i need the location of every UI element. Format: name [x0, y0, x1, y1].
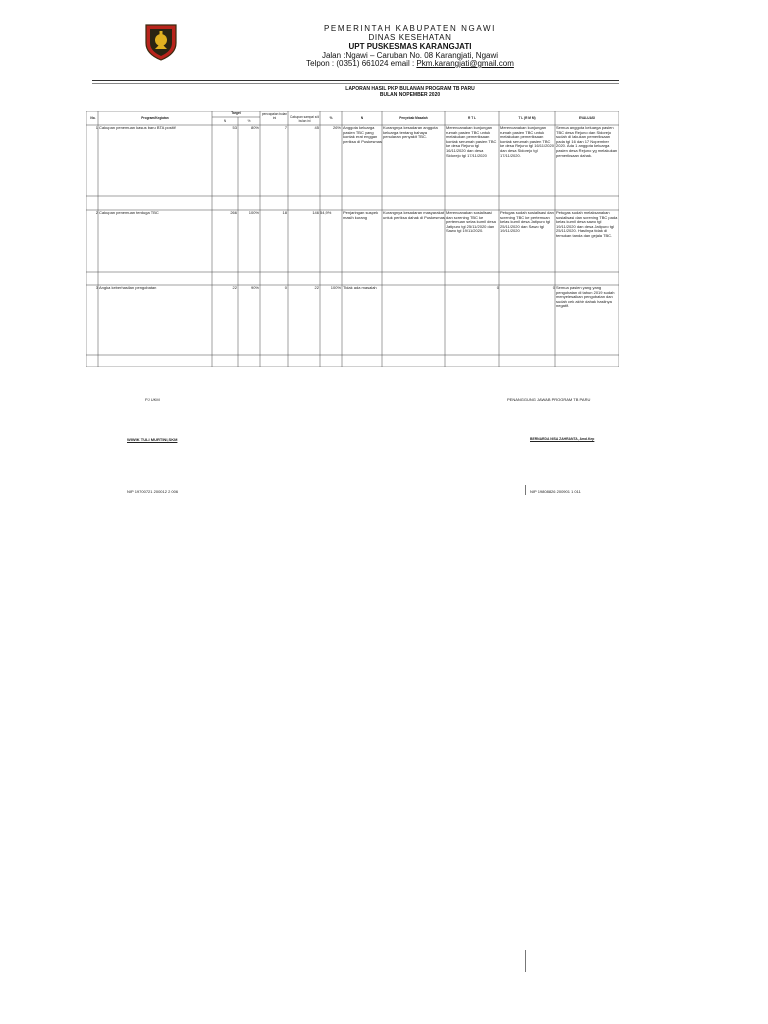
table-row-program: Cakupan penemuan kasus baru BTA positif: [99, 126, 176, 130]
table-row-pencapaian: 18: [282, 211, 287, 215]
header-pct: %: [329, 116, 333, 120]
ngawi-emblem-logo: [143, 23, 179, 61]
header-n: N: [360, 116, 364, 120]
letterhead-address: Jalan :Ngawi – Caruban No. 08 Karangjati, Ngawi: [321, 51, 499, 60]
signature-left-role: PJ UKM: [145, 397, 160, 402]
signature-left-name: WIWIK TULI MURTINI,SKM: [127, 437, 178, 442]
letterhead-department: DINAS KESEHATAN: [368, 33, 452, 42]
page-edge-mark: [525, 950, 526, 972]
table-row-cakupan: 146: [312, 211, 319, 215]
table-row-no: 3: [95, 286, 98, 290]
signature-right-role: PENANGGUNG JAWAB PROGRAM TB PARU: [507, 397, 591, 402]
table-row-target-n: 266: [230, 211, 237, 215]
table-row-pct: 26%: [332, 126, 341, 130]
table-row-rtl: Merencanakan sosialisasi dan screning TBC ke pertemuan selas kumil desa Jatipuro tgl 25/11/2020 dan Sawo tgl 19/11/2020.: [446, 211, 496, 234]
letterhead-divider: [92, 80, 619, 81]
table-row-target-pct: 100%: [248, 211, 259, 215]
table-row-target-pct: 80%: [250, 126, 259, 130]
table-row-pct: 54,9%: [320, 211, 332, 215]
table-row-target-pct: 90%: [250, 286, 259, 290]
header-target: Target: [231, 111, 241, 115]
table-row-evaluasi: Semua anggota keluarga pasien TBC desa Rejuno dan Sidorejo sudah di lakukan pemeriksaan pada tgl 16 dan 17 Nopember 2020. Ada 1 anggota keluarga pasien desa Rejuno yg melakukan pemeriksaan dahak.: [556, 126, 618, 158]
table-row-tl: 0: [552, 286, 555, 290]
table-row-n: Tidak ada masalah: [343, 286, 377, 290]
header-program: Program/Kegiatan: [141, 116, 169, 120]
header-cakupan: Cakupan sampai s/d bulan ini: [289, 115, 320, 123]
table-row-target-n: 53: [232, 126, 237, 130]
table-row-penyebab: Kurangnya kesadaran masyarakat untuk periksa dahak di Puskesmas: [383, 211, 445, 220]
letterhead-phone: Telpon : (0351) 661024 email :: [306, 59, 417, 68]
table-row-n: Anggota keluarga pasien TBC yang kontak erat enggan periksa di Puskesmas: [343, 126, 382, 144]
table-row-n: Penjaringan suspek masih kurang: [343, 211, 379, 220]
letterhead-email-link[interactable]: Pkm.karangjati@gmail.com: [416, 59, 514, 68]
table-row-tl: Merencanakan kunjungan rumah pasien TBC untuk melakukan pemeriksaan kontak serumah pasien TBC ke desa Rejuno tgl 16/11/2020 dan desa Sidorejo tgl 17/11/2020.: [500, 126, 554, 158]
table-row-program: Cakupan penemuan terduga TBC: [99, 211, 159, 215]
header-target-n: N: [223, 119, 227, 123]
table-row-program: Angka keberhasilan pengobatan: [99, 286, 157, 290]
table-row-evaluasi: Semua pasien yang yang pengobatan di tahun 2019 sudah menyelesaikan pengobatan dan sudah cek akhir dahak hasilnya negatif.: [556, 286, 615, 309]
table-row-tl: Petugas sudah sosialisasi dan screning TBC ke pertemuan kelas kumil desa Jatipuro tgl 25/11/2020 dan Sawo tgl 19/11/2020: [500, 211, 554, 234]
header-rtl: R T L: [468, 116, 476, 120]
signature-left-nip: NIP 19700721 200012 2 006: [127, 489, 179, 494]
table-row-cakupan: 22: [314, 286, 319, 290]
signature-divider: [525, 485, 526, 495]
table-row-evaluasi: Petugas sudah melaksanakan sosialisasi dan screning TBC pada kelas kumil desa sawo tgl 19/11/2020 dan desa Jatipuro tgl 25/11/2020. Hasilnya tidak di temukan tanda dan gejala TBC.: [556, 211, 618, 238]
signature-right-name: BERNARDA NISA ZAHRANTA, Amd.Kep: [530, 437, 595, 441]
table-row-pct: 100%: [330, 286, 341, 290]
table-row-cakupan: 45: [314, 126, 319, 130]
table-row-rtl: Merencanakan kunjungan rumah pasien TBC untuk melakukan pemeriksaan kontak serumah pasien TBC ke desa Rejuno tgl 16/11/2020 dan desa Sidorejo tgl 17/11/2020: [446, 126, 497, 158]
header-evaluasi: EVALUASI: [579, 116, 595, 120]
table-row-rtl: 0: [496, 286, 499, 290]
table-row-penyebab: [383, 286, 445, 326]
table-row-pencapaian: 7: [284, 126, 287, 130]
header-pencapaian: pencapaian bulan ini: [261, 112, 288, 120]
letterhead-institution: UPT PUSKESMAS KARANGJATI: [348, 42, 472, 51]
report-title: LAPORAN HASIL PKP BULANAN PROGRAM TB PARU: [345, 86, 475, 92]
table-row-target-n: 22: [232, 286, 237, 290]
table-row-pencapaian: 0: [284, 286, 287, 290]
letterhead-government: PEMERINTAH KABUPATEN NGAWI: [324, 24, 496, 33]
table-row-no: 1: [95, 126, 98, 130]
header-target-pct: %: [247, 119, 251, 123]
signature-right-nip: NIP 19808826 200901 1 011: [530, 489, 581, 494]
table-row-penyebab: Kurangnya kesadaran anggota keluarga tentang bahaya penularan penyakit TBC.: [383, 126, 438, 140]
table-row-no: 2: [95, 211, 98, 215]
header-penyebab: Penyebab Masalah: [399, 116, 428, 120]
report-period: BULAN NOPEMBER 2020: [379, 92, 441, 98]
letterhead-contact: [250, 59, 570, 68]
letterhead-divider-thin: [92, 83, 619, 84]
header-tl: T L (R M M): [518, 116, 536, 120]
header-no: No.: [90, 116, 96, 120]
